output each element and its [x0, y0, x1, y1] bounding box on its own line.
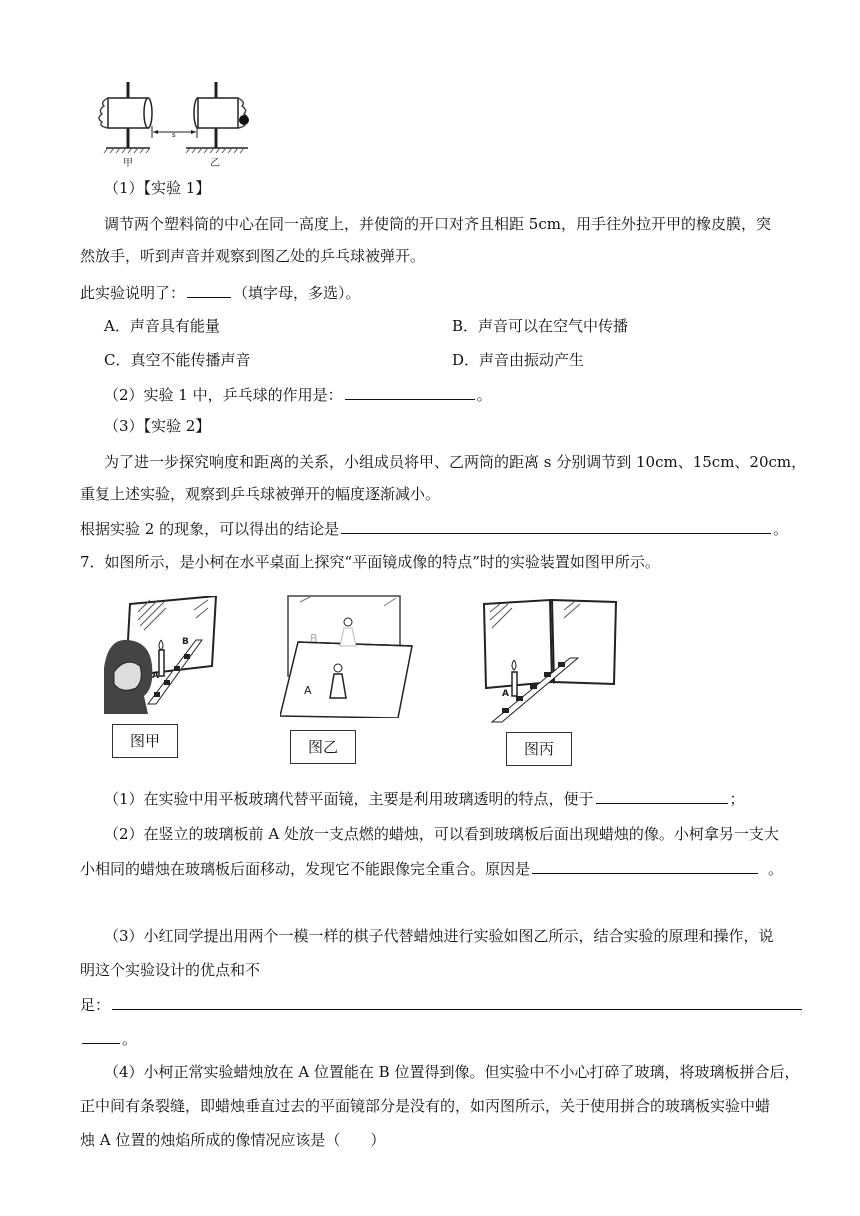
- q7-part1-pre: （1）在实验中用平板玻璃代替平面镜，主要是利用玻璃透明的特点，便于: [104, 790, 594, 808]
- answer-blank-6a[interactable]: [112, 994, 802, 1010]
- exp2-conclusion-pre: 根据实验 2 的现象，可以得出的结论是: [80, 520, 340, 538]
- caption-fig-jia: 图甲: [112, 724, 178, 758]
- q7-part3-line3: [80, 994, 804, 1015]
- exp2-conclusion-post: 。: [773, 520, 789, 538]
- q7-part2-line1: （2）在竖立的玻璃板前 A 处放一支点燃的蜡烛，可以看到玻璃板后面出现蜡烛的像。小柯拿另一支大: [104, 825, 779, 843]
- q7-part3-line2: 明这个实验设计的优点和不: [80, 961, 261, 979]
- exp2-desc-line1: 为了进一步探究响度和距离的关系，小组成员将甲、乙两筒的距离 s 分别调节到 10cm、15cm、20cm，: [104, 453, 807, 471]
- q7-part3-post: 。: [122, 1030, 138, 1048]
- q7-part3-line1: （3）小红同学提出用两个一模一样的棋子代替蜡烛进行实验如图乙所示，结合实验的原理和操作，说: [104, 927, 774, 945]
- exp1-desc-line1: 调节两个塑料筒的中心在同一高度上，并使筒的开口对齐且相距 5cm，用手往外拉开甲的橡皮膜，突: [104, 215, 771, 233]
- q7-part4-line3: 烛 A 位置的烛焰所成的像情况应该是（ ）: [80, 1131, 386, 1149]
- exp2-conclusion: [80, 518, 788, 539]
- q7-part1: [104, 788, 745, 809]
- fig-jia-label-b: B: [182, 637, 189, 647]
- answer-blank-3[interactable]: [341, 518, 771, 534]
- option-b: B．声音可以在空气中传播: [452, 317, 629, 335]
- exp1-question-pre: 此实验说明了：: [80, 284, 186, 302]
- answer-blank-5[interactable]: [532, 858, 758, 874]
- option-c: C．真空不能传播声音: [104, 351, 251, 369]
- distance-label-s: s: [172, 131, 176, 139]
- q2-pre: （2）实验 1 中，乒乓球的作用是：: [104, 386, 343, 404]
- q7-part2-line2: [80, 858, 783, 879]
- option-a: A．声音具有能量: [104, 317, 220, 335]
- figure-yi: [280, 594, 418, 718]
- q7-part2-pre: 小相同的蜡烛在玻璃板后面移动，发现它不能跟像完全重合。原因是: [80, 860, 531, 878]
- fig-jia-label-a: A: [152, 671, 159, 681]
- label-yi: 乙: [210, 158, 220, 169]
- exp1-question: [80, 282, 361, 303]
- answer-blank-6b[interactable]: [82, 1028, 120, 1044]
- answer-blank-4[interactable]: [596, 788, 728, 804]
- exp2-desc-line2: 重复上述实验，观察到乒乓球被弹开的幅度逐渐减小。: [80, 485, 441, 503]
- q2-line: [104, 384, 492, 405]
- exp1-question-post: （填字母，多选）。: [233, 284, 361, 302]
- q7-part4-line1: （4）小柯正常实验蜡烛放在 A 位置能在 B 位置得到像。但实验中不小心打碎了玻璃，将玻璃板拼合后，: [104, 1063, 800, 1081]
- q7-part2-post: 。: [768, 860, 784, 878]
- label-jia: 甲: [123, 158, 133, 169]
- figure-jia: [104, 596, 224, 714]
- q7-stem: 7．如图所示，是小柯在水平桌面上探究“平面镜成像的特点”时的实验装置如图甲所示。: [80, 553, 660, 571]
- fig-bing-label-a: A: [502, 689, 509, 699]
- figure-bing: [482, 598, 618, 724]
- q7-part1-post: ；: [729, 790, 745, 808]
- caption-fig-yi: 图乙: [290, 730, 356, 764]
- q7-part3-line4: [80, 1028, 137, 1049]
- fig-yi-label-a: A: [304, 684, 312, 697]
- option-d: D．声音由振动产生: [452, 351, 585, 369]
- q2-post: 。: [476, 386, 492, 404]
- answer-blank-1[interactable]: [187, 282, 231, 298]
- q7-part4-line2: 正中间有条裂缝，即蜡烛垂直过去的平面镜部分是没有的，如丙图所示，关于使用拼合的玻璃板实验中蜡: [80, 1097, 771, 1115]
- q7-part3-pre: 足：: [80, 996, 111, 1014]
- tubes-figure: [98, 82, 258, 170]
- exp1-desc-line2: 然放手，听到声音并观察到图乙处的乒乓球被弹开。: [80, 247, 426, 265]
- q3-heading: （3）【实验 2】: [104, 417, 211, 435]
- ping-pong-ball: [239, 115, 249, 125]
- caption-fig-bing: 图丙: [506, 732, 572, 766]
- fig-yi-label-b: B: [310, 632, 318, 645]
- q1-heading: （1）【实验 1】: [104, 179, 211, 197]
- answer-blank-2[interactable]: [345, 384, 475, 400]
